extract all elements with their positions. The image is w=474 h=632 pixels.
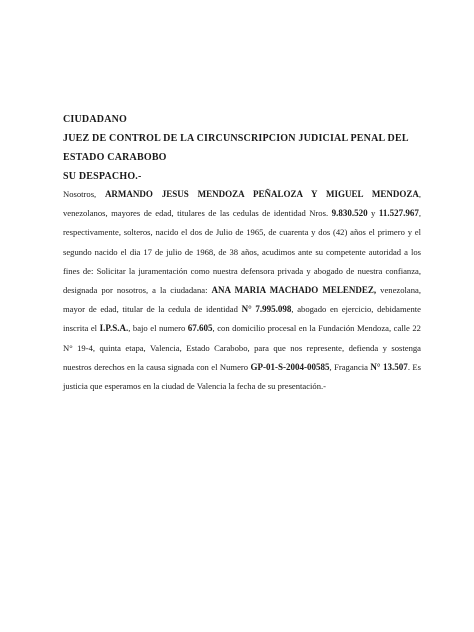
body-text-segment: , respectivamente, solteros, nacido el dos de Julio de 1965, de cuarenta y dos (42) años el primero y el segundo nacido el dia 17 de julio de 1968, de 38 años, acudimos ante su competente autoridad a los fines de: Solicitar la juramentación como nuestra defensora privada y abogado de nuestra confianza, designada por nosotros, a la ciudadana: bbox=[63, 208, 422, 296]
body-text-segment: , con domicilio procesal en la Fundación Mendoza, calle 22 N° 19-4, quinta etapa, Valencia, Estado Carabobo, para que nos represente, defienda y sostenga nuestros derechos en la causa signada con el Numero bbox=[63, 323, 421, 372]
fragancia-number: N° 13.507 bbox=[370, 361, 408, 372]
ipsa-number: 67.605 bbox=[187, 323, 213, 334]
body-text-segment: y bbox=[367, 208, 379, 219]
body-text-segment: , Fragancia bbox=[329, 361, 371, 372]
addressee-heading: CIUDADANO bbox=[63, 114, 128, 125]
court-heading: JUEZ DE CONTROL DE LA CIRCUNSCRIPCION JUDICIAL PENAL DEL ESTADO CARABOBO bbox=[63, 133, 409, 163]
body-text-segment: . Es justicia que esperamos en la ciudad de Valencia la fecha de su presentación.- bbox=[63, 361, 421, 392]
body-text-segment: Nosotros, bbox=[63, 189, 105, 199]
ipsa-label: I.P.S.A. bbox=[99, 323, 129, 334]
salutation-heading: SU DESPACHO.- bbox=[63, 171, 142, 182]
attorney-id: N° 7.995.098 bbox=[241, 304, 292, 315]
body-text-segment: , venezolanos, mayores de edad, titulares de las cedulas de identidad Nros. bbox=[63, 189, 421, 219]
body-paragraph bbox=[63, 185, 421, 396]
attorney-name: ANA MARIA MACHADO MELENDEZ, bbox=[211, 285, 377, 296]
body-text-segment: , bajo el numero bbox=[128, 323, 188, 334]
case-number: GP-01-S-2004-00585 bbox=[250, 361, 330, 372]
id-number-1: 9.830.520 bbox=[331, 208, 368, 219]
petitioners-names: ARMANDO JESUS MENDOZA PEÑALOZA Y MIGUEL MENDOZA bbox=[104, 189, 419, 199]
body-text-segment: , abogado en ejercicio, debidamente inscrita el bbox=[63, 304, 421, 334]
id-number-2: 11.527.967 bbox=[378, 208, 419, 219]
body-text-segment: venezolana, mayor de edad, titular de la cedula de identidad bbox=[63, 285, 421, 315]
